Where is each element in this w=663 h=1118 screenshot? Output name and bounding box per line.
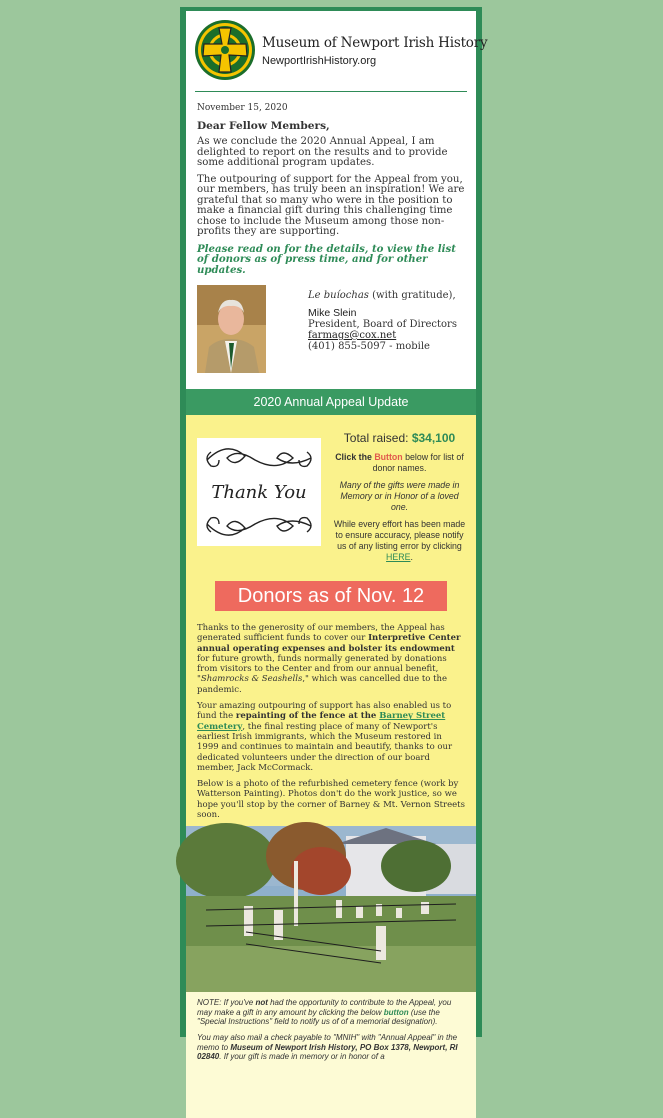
click-prefix: Click the	[335, 452, 375, 462]
accuracy-note	[331, 519, 468, 563]
divider	[195, 91, 467, 92]
thank-you-text: Thank You	[211, 482, 307, 503]
accuracy-text: While every effort has been made to ensure accuracy, please notify us of any listing error by clicking	[333, 519, 466, 551]
greeting: Dear Fellow Members,	[197, 119, 330, 132]
period: .	[410, 552, 413, 562]
total-raised	[331, 433, 468, 444]
thank-you-row	[194, 415, 468, 569]
n1c: had the opportunity to contribute to the Appeal, you may make a gift in any amount by clicking the below	[197, 998, 452, 1017]
section-banner: 2020 Annual Appeal Update	[186, 389, 476, 415]
n1d: button	[383, 1007, 409, 1017]
here-link[interactable]: HERE	[386, 552, 411, 562]
flourish-icon	[197, 438, 321, 546]
header	[186, 11, 488, 93]
signature-block	[308, 285, 457, 373]
letter-date: November 15, 2020	[197, 103, 288, 113]
memory-note: Many of the gifts were made in Memory or in Honor of a loved one.	[339, 480, 460, 512]
n1b: not	[255, 998, 268, 1008]
note-section	[186, 992, 476, 1118]
donors-button[interactable]: Donors as of Nov. 12	[215, 581, 447, 611]
email-link[interactable]: farmags@cox.net	[308, 330, 397, 341]
museum-name: Museum of Newport Irish History	[262, 35, 488, 51]
note-paragraph	[197, 1033, 465, 1061]
cemetery-photo	[186, 826, 476, 992]
p2c: , the final resting place of many of Newport's earliest Irish immigrants, which the Museum restored in 1999 and continues to maintain and beautify, thanks to our dedicated volunteers under the direction of our board member, Jack McCormack.	[197, 721, 453, 773]
p1e: ," which was cancelled due to the pandemic.	[197, 674, 447, 695]
cemetery-link[interactable]: Barney Street Cemetery	[197, 711, 446, 732]
appeal-section	[186, 415, 476, 992]
signer-title: President, Board of Directors	[308, 319, 457, 330]
celtic-cross-logo	[194, 19, 256, 81]
click-suffix: below for list of donor names.	[372, 452, 464, 473]
website-link[interactable]: NewportIrishHistory.org	[262, 55, 377, 67]
closing-irish: Le buíochas	[308, 290, 369, 301]
closing-text: (with gratitude),	[368, 290, 456, 301]
president-photo	[197, 285, 266, 373]
n1e: (use the "Special Instructions" field to notify us of of a memorial designation).	[197, 1007, 440, 1026]
p1a: Thanks to the generosity of our members, the Appeal has generated sufficient funds to cover our	[197, 623, 445, 644]
note-paragraph	[197, 998, 465, 1026]
email-card	[186, 11, 488, 1061]
letter-paragraph: As we conclude the 2020 Annual Appeal, I am delighted to report on the results and to provide some additional program updates.	[197, 136, 448, 168]
n2c: . If your gift is made in memory or in honor of a	[219, 1051, 385, 1061]
letter	[186, 93, 476, 373]
body-paragraph	[197, 701, 465, 773]
total-value: $34,100	[411, 431, 456, 445]
n2b: Museum of Newport Irish History, PO Box 1378, Newport, RI 02840	[197, 1042, 458, 1061]
appeal-body	[194, 611, 468, 820]
body-paragraph	[197, 623, 465, 695]
total-label: Total raised:	[343, 431, 412, 445]
p2a: Your amazing outpouring of support has also enabled us to fund the	[197, 701, 452, 722]
p2b: repainting of the fence at the	[235, 711, 380, 722]
appeal-summary	[321, 433, 468, 569]
signer-name: Mike Slein	[308, 307, 357, 319]
p1d: Shamrocks & Seashells	[200, 674, 303, 685]
click-instruction	[331, 452, 468, 474]
n2a: You may also mail a check payable to "MNIH" with "Annual Appeal" in the memo to	[197, 1033, 458, 1052]
n1a: NOTE: If you've	[197, 998, 256, 1008]
button-word: Button	[374, 452, 403, 462]
email-frame	[180, 7, 488, 1061]
letter-paragraph: The outpouring of support for the Appeal from you, our members, has truly been an inspiration! We are grateful that so many who were in the position to make a financial gift during this challenging time chose to include the Museum among those non-profits they are supporting.	[197, 173, 465, 237]
thank-you-card	[197, 438, 321, 546]
callout-text: Please read on for the details, to view the list of donors as of press time, and for other updates.	[197, 242, 456, 276]
signer-phone: (401) 855-5097 - mobile	[308, 341, 430, 352]
p1b: Interpretive Center annual operating expenses and bolster its endowment	[197, 633, 461, 654]
signature-row	[197, 285, 465, 373]
body-paragraph: Below is a photo of the refurbished cemetery fence (work by Watterson Painting). Photos don't do the work justice, so we hope you'll stop by the corner of Barney & Mt. Vernon Streets soon.	[197, 779, 465, 821]
p1c: for future growth, funds normally generated by donations from visitors to the Center and from our annual benefit, "	[197, 653, 447, 685]
